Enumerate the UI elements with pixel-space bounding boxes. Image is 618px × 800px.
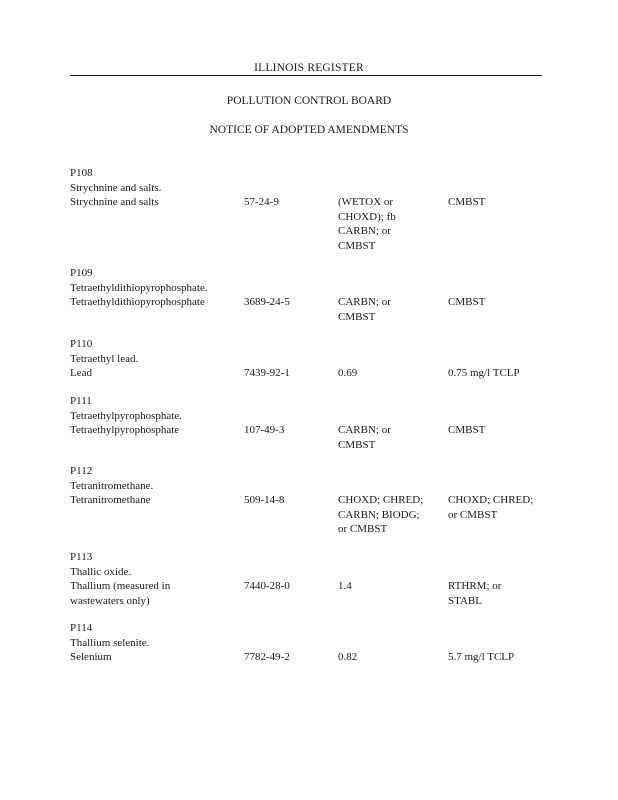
constituent-name: Lead	[70, 367, 92, 379]
waste-description: Strychnine and salts.	[70, 181, 162, 194]
constituent-name: Tetraethyldithiopyrophosphate	[70, 296, 205, 308]
wastewater-standard: CARBN; or	[338, 296, 391, 308]
waste-description: Tetraethyldithiopyrophosphate.	[70, 281, 208, 294]
cas-number: 107-49-3	[244, 424, 285, 436]
cas-number: 509-14-8	[244, 494, 285, 506]
wastewater-standard: CMBST	[338, 438, 376, 451]
nonwastewater-standard: STABL	[448, 594, 482, 607]
wastewater-standard: CMBST	[338, 310, 376, 323]
wastewater-standard: 0.69	[338, 367, 358, 379]
waste-code: P113	[70, 551, 93, 563]
cas-number: 7440-28-0	[244, 580, 290, 592]
wastewater-standard: 0.82	[338, 651, 358, 663]
waste-entry-p111	[70, 394, 550, 452]
waste-description: Thallic oxide.	[70, 565, 132, 578]
header-rule	[70, 75, 542, 76]
wastewater-standard: CHOXD; CHRED;	[338, 494, 424, 506]
wastewater-standard: CARBN; or	[338, 225, 391, 237]
nonwastewater-standard: or CMBST	[448, 508, 498, 521]
board-title: POLLUTION CONTROL BOARD	[226, 95, 392, 107]
nonwastewater-standard: CMBST	[448, 196, 486, 208]
nonwastewater-standard: 5.7 mg/l TCLP	[448, 651, 515, 663]
nonwastewater-standard: 0.75 mg/l TCLP	[448, 367, 520, 379]
waste-description: Thallium selenite.	[70, 636, 150, 649]
waste-code: P111	[70, 395, 92, 407]
constituent-name: Strychnine and salts	[70, 196, 159, 208]
notice-title: NOTICE OF ADOPTED AMENDMENTS	[209, 124, 409, 136]
waste-description: Tetranitromethane.	[70, 479, 154, 492]
constituent-name: Selenium	[70, 651, 112, 663]
waste-code: P110	[70, 338, 93, 350]
nonwastewater-standard: CMBST	[448, 424, 486, 436]
wastewater-standard: 1.4	[338, 580, 352, 592]
waste-description: Tetraethylpyrophosphate.	[70, 409, 182, 422]
waste-description: Tetraethyl lead.	[70, 352, 139, 365]
waste-code: P114	[70, 622, 93, 634]
nonwastewater-standard: RTHRM; or	[448, 580, 502, 592]
constituent-name: Tetraethylpyrophosphate	[70, 424, 180, 436]
waste-entry-p113	[70, 550, 550, 608]
wastewater-standard: or CMBST	[338, 523, 388, 535]
register-title: ILLINOIS REGISTER	[254, 62, 364, 74]
wastewater-standard: CARBN; BIODG;	[338, 508, 420, 521]
constituent-name: Thallium (measured in	[70, 580, 171, 592]
waste-code: P109	[70, 267, 93, 279]
nonwastewater-standard: CHOXD; CHRED;	[448, 494, 534, 506]
constituent-name: wastewaters only)	[70, 594, 150, 607]
cas-number: 3689-24-5	[244, 296, 290, 308]
wastewater-standard: CMBST	[338, 239, 376, 252]
waste-code: P112	[70, 465, 93, 477]
wastewater-standard: CHOXD); fb	[338, 210, 396, 223]
waste-entry-p109	[70, 266, 550, 324]
constituent-name: Tetranitromethane	[70, 494, 151, 506]
wastewater-standard: CARBN; or	[338, 424, 391, 436]
waste-entry-p114	[70, 621, 550, 665]
waste-code: P108	[70, 167, 93, 179]
waste-entry-p110	[70, 337, 550, 381]
cas-number: 57-24-9	[244, 196, 279, 208]
cas-number: 7439-92-1	[244, 367, 290, 379]
waste-entry-p108	[70, 166, 550, 253]
cas-number: 7782-49-2	[244, 651, 290, 663]
wastewater-standard: (WETOX or	[338, 196, 394, 208]
waste-entry-p112	[70, 464, 550, 537]
nonwastewater-standard: CMBST	[448, 296, 486, 308]
